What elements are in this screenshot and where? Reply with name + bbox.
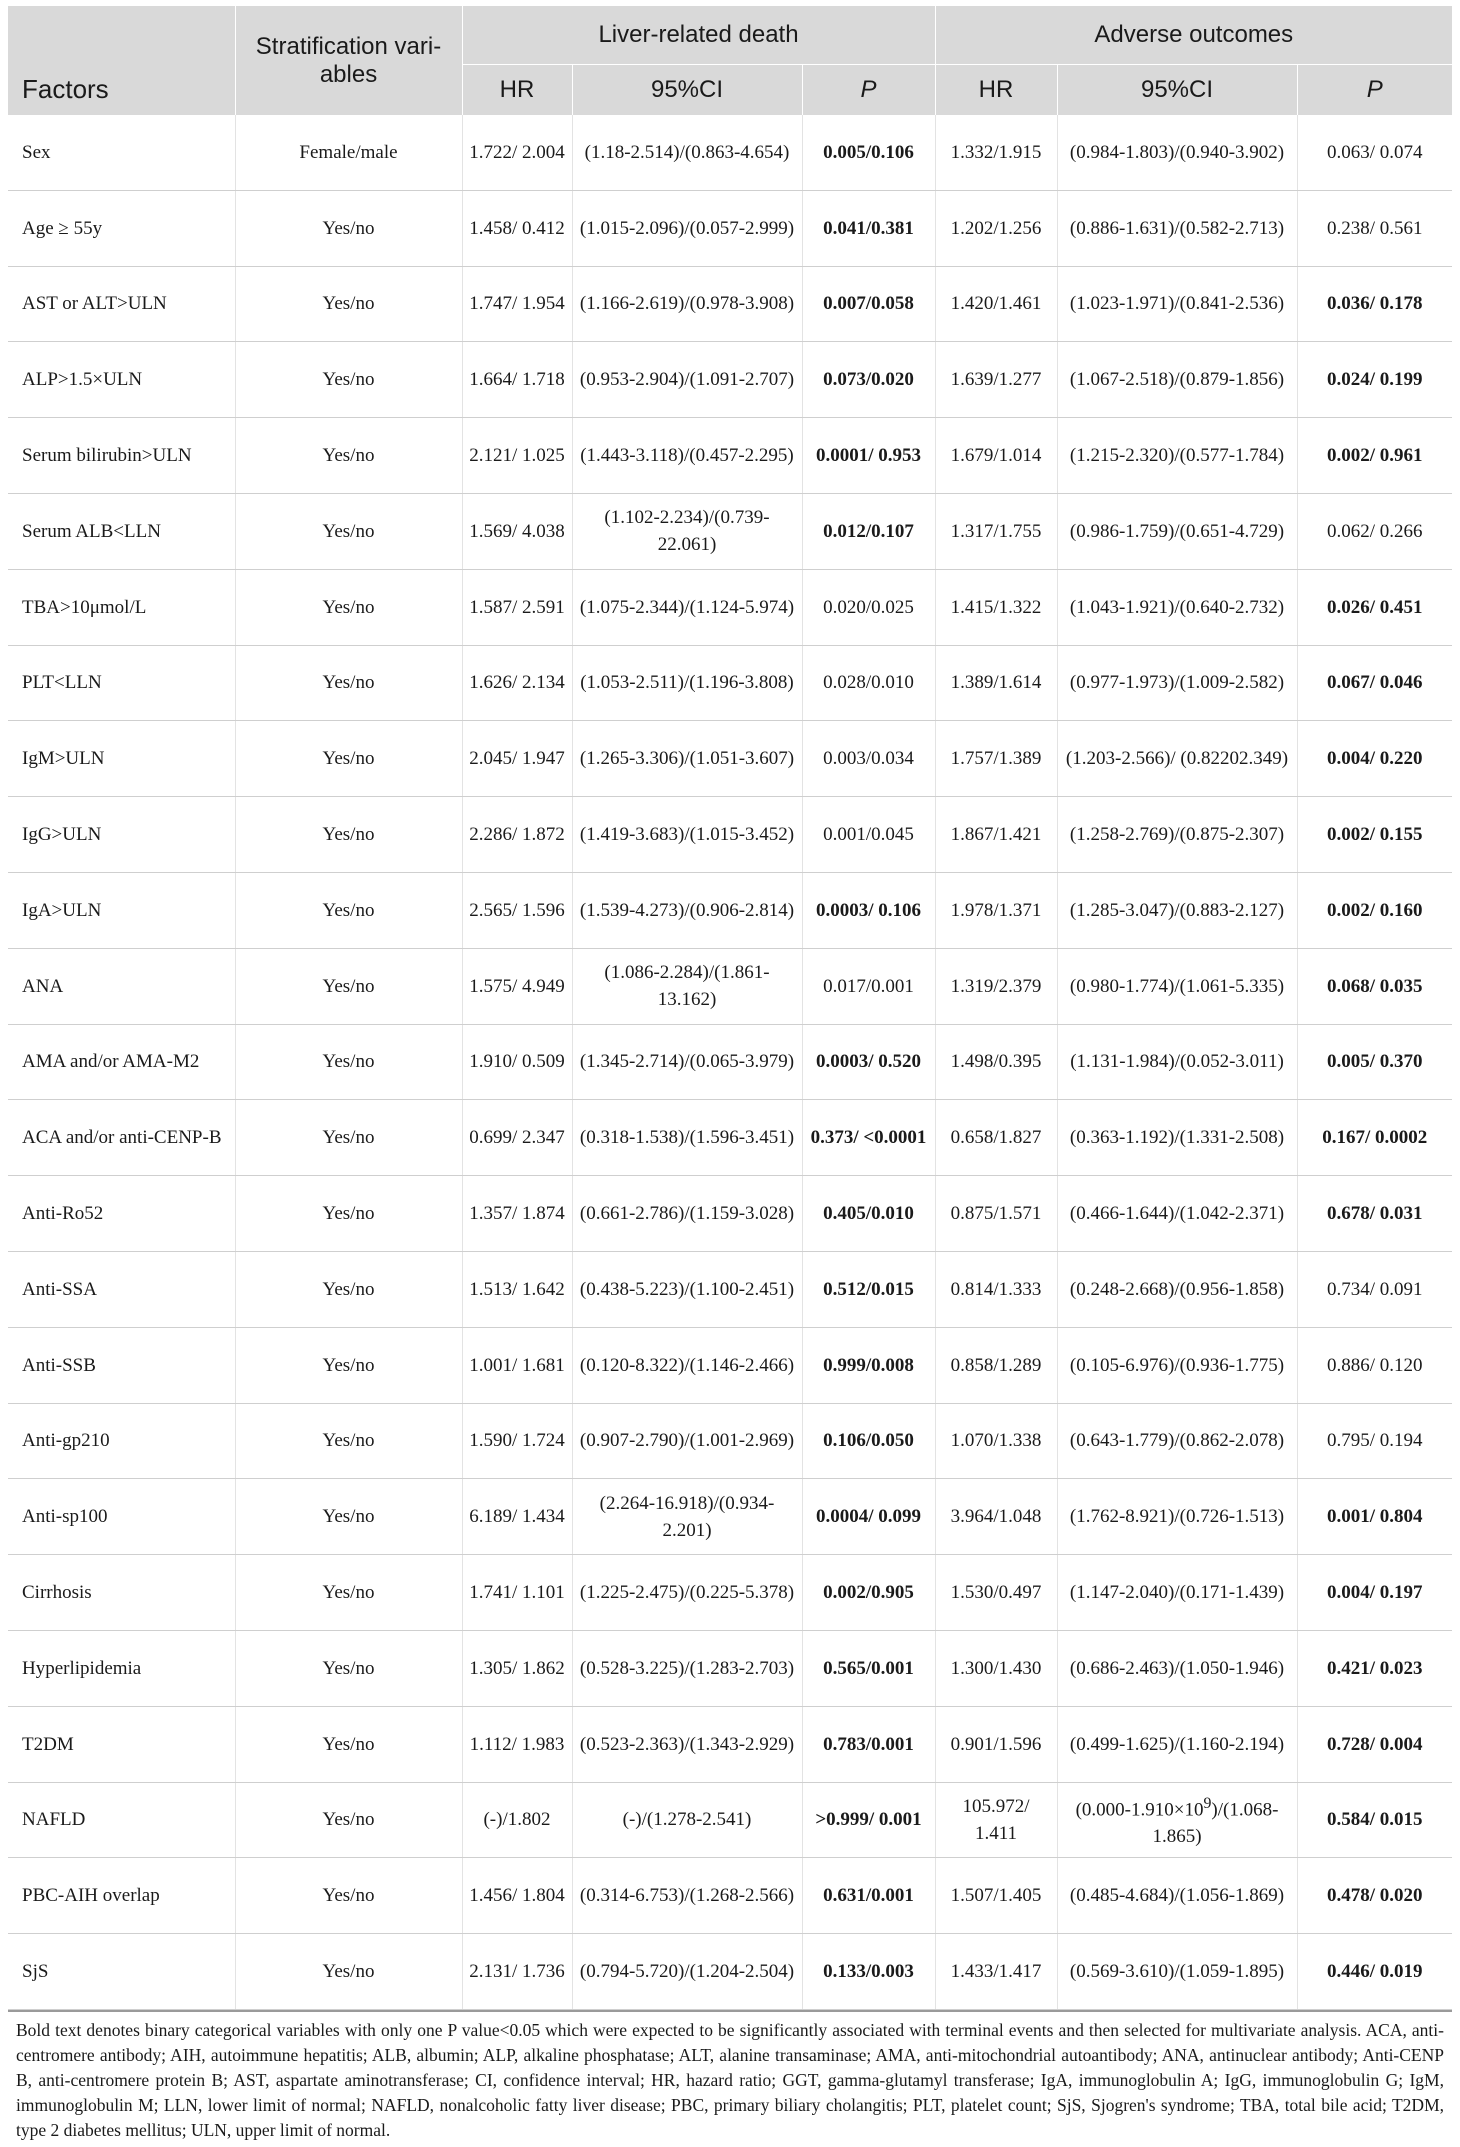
stratification-cell: Yes/no <box>235 1934 462 2010</box>
hr-liver-cell: 2.565/ 1.596 <box>462 872 572 948</box>
stratification-cell: Yes/no <box>235 190 462 266</box>
hr-adverse-cell: 0.814/1.333 <box>935 1251 1057 1327</box>
p-liver-cell: 0.041/0.381 <box>802 190 935 266</box>
hr-adverse-cell: 1.389/1.614 <box>935 645 1057 721</box>
ci-adverse-cell: (0.466-1.644)/(1.042-2.371) <box>1057 1176 1297 1252</box>
ci-liver-cell: (0.438-5.223)/(1.100-2.451) <box>572 1251 802 1327</box>
ci-adverse-cell: (0.984-1.803)/(0.940-3.902) <box>1057 115 1297 190</box>
ci-liver-cell: (1.18-2.514)/(0.863-4.654) <box>572 115 802 190</box>
factor-cell: IgG>ULN <box>8 797 235 873</box>
p-liver-cell: 0.999/0.008 <box>802 1327 935 1403</box>
p-liver-cell: 0.007/0.058 <box>802 266 935 342</box>
hr-adverse-cell: 1.530/0.497 <box>935 1555 1057 1631</box>
ci-adverse-cell: (0.886-1.631)/(0.582-2.713) <box>1057 190 1297 266</box>
hr-liver-cell: 1.747/ 1.954 <box>462 266 572 342</box>
hr-adverse-cell: 1.300/1.430 <box>935 1630 1057 1706</box>
ci-liver-cell: (1.443-3.118)/(0.457-2.295) <box>572 418 802 494</box>
hr-adverse-cell: 1.415/1.322 <box>935 569 1057 645</box>
p-liver-cell: 0.0003/ 0.106 <box>802 872 935 948</box>
ci-adverse-cell: (0.977-1.973)/(1.009-2.582) <box>1057 645 1297 721</box>
ci-adverse-cell: $(0.000-1.910\times 10^9)/(1.068-1.865)$ <box>1057 1782 1297 1858</box>
table-row <box>8 418 1452 494</box>
p-adverse-cell: 0.421/ 0.023 <box>1297 1630 1452 1706</box>
stratification-cell: Yes/no <box>235 493 462 569</box>
ci-adverse-cell: (0.499-1.625)/(1.160-2.194) <box>1057 1706 1297 1782</box>
hr-adverse-cell: 1.420/1.461 <box>935 266 1057 342</box>
table-row <box>8 797 1452 873</box>
p-adverse-cell: 0.002/ 0.160 <box>1297 872 1452 948</box>
factor-cell: Cirrhosis <box>8 1555 235 1631</box>
p-adverse-cell: 0.678/ 0.031 <box>1297 1176 1452 1252</box>
stratification-cell: Yes/no <box>235 1706 462 1782</box>
ci-adverse-cell: (1.285-3.047)/(0.883-2.127) <box>1057 872 1297 948</box>
table-row <box>8 1479 1452 1555</box>
factor-cell: Serum bilirubin>ULN <box>8 418 235 494</box>
p-adverse-cell: 0.001/ 0.804 <box>1297 1479 1452 1555</box>
header-liver-related-death: Liver-related death <box>462 6 935 65</box>
header-ci-2: 95%CI <box>1057 65 1297 116</box>
ci-liver-cell: (0.794-5.720)/(1.204-2.504) <box>572 1934 802 2010</box>
p-adverse-cell: 0.004/ 0.220 <box>1297 721 1452 797</box>
p-liver-cell: 0.0004/ 0.099 <box>802 1479 935 1555</box>
p-adverse-cell: 0.478/ 0.020 <box>1297 1858 1452 1934</box>
table-row <box>8 1327 1452 1403</box>
stratification-cell: Yes/no <box>235 1024 462 1100</box>
ci-adverse-cell: (1.215-2.320)/(0.577-1.784) <box>1057 418 1297 494</box>
hr-adverse-cell: 105.972/ 1.411 <box>935 1782 1057 1858</box>
ci-liver-cell: (1.075-2.344)/(1.124-5.974) <box>572 569 802 645</box>
p-liver-cell: 0.003/0.034 <box>802 721 935 797</box>
ci-liver-cell: (0.528-3.225)/(1.283-2.703) <box>572 1630 802 1706</box>
p-liver-cell: 0.012/0.107 <box>802 493 935 569</box>
ci-liver-cell: (-)/(1.278-2.541) <box>572 1782 802 1858</box>
stratification-cell: Yes/no <box>235 342 462 418</box>
hr-liver-cell: 1.305/ 1.862 <box>462 1630 572 1706</box>
factor-cell: ALP>1.5×ULN <box>8 342 235 418</box>
factor-cell: ANA <box>8 948 235 1024</box>
table-row <box>8 1782 1452 1858</box>
factor-cell: Anti-sp100 <box>8 1479 235 1555</box>
hr-adverse-cell: 1.317/1.755 <box>935 493 1057 569</box>
stratification-cell: Yes/no <box>235 1630 462 1706</box>
hr-liver-cell: 1.456/ 1.804 <box>462 1858 572 1934</box>
factor-cell: T2DM <box>8 1706 235 1782</box>
ci-liver-cell: (0.907-2.790)/(1.001-2.969) <box>572 1403 802 1479</box>
table-row <box>8 1555 1452 1631</box>
p-liver-cell: 0.106/0.050 <box>802 1403 935 1479</box>
ci-adverse-cell: (0.980-1.774)/(1.061-5.335) <box>1057 948 1297 1024</box>
hr-liver-cell: (-)/1.802 <box>462 1782 572 1858</box>
table-footnote: Bold text denotes binary categorical variables with only one P value<0.05 which were expected to be significantly associated with terminal events and then selected for multivariate analysis. ACA, anti-centromere antibody; AIH, autoimmune hepatitis; ALB, albumin; ALP, alkaline phosphatase; ALT, alanine transaminase; AMA, anti-mitochondrial autoantibody; ANA, antinuclear antibody; Anti-CENP B, anti-centromere protein B; AST, aspartate aminotransferase; CI, confidence interval; HR, hazard ratio; GGT, gamma-glutamyl transferase; IgA, immunoglobulin A; IgG, immunoglobulin G; IgM, immunoglobulin M; LLN, lower limit of normal; NAFLD, nonalcoholic fatty liver disease; PBC, primary biliary cholangitis; PLT, platelet count; SjS, Sjogren's syndrome; TBA, total bile acid; T2DM, type 2 diabetes mellitus; ULN, upper limit of normal. <box>8 2010 1452 2143</box>
factor-cell: NAFLD <box>8 1782 235 1858</box>
p-adverse-cell: 0.068/ 0.035 <box>1297 948 1452 1024</box>
hr-liver-cell: 1.722/ 2.004 <box>462 115 572 190</box>
hr-adverse-cell: 1.867/1.421 <box>935 797 1057 873</box>
table-row <box>8 1100 1452 1176</box>
ci-liver-cell: (0.314-6.753)/(1.268-2.566) <box>572 1858 802 1934</box>
factor-cell: Hyperlipidemia <box>8 1630 235 1706</box>
ci-liver-cell: (1.345-2.714)/(0.065-3.979) <box>572 1024 802 1100</box>
hr-liver-cell: 2.286/ 1.872 <box>462 797 572 873</box>
hr-liver-cell: 1.001/ 1.681 <box>462 1327 572 1403</box>
stratification-cell: Yes/no <box>235 1555 462 1631</box>
p-adverse-cell: 0.728/ 0.004 <box>1297 1706 1452 1782</box>
factor-cell: PLT<LLN <box>8 645 235 721</box>
p-adverse-cell: 0.063/ 0.074 <box>1297 115 1452 190</box>
hr-liver-cell: 2.121/ 1.025 <box>462 418 572 494</box>
factor-cell: TBA>10μmol/L <box>8 569 235 645</box>
p-adverse-cell: 0.026/ 0.451 <box>1297 569 1452 645</box>
table-row <box>8 1630 1452 1706</box>
hr-liver-cell: 1.569/ 4.038 <box>462 493 572 569</box>
ci-adverse-cell: (0.105-6.976)/(0.936-1.775) <box>1057 1327 1297 1403</box>
table-row <box>8 569 1452 645</box>
factor-cell: IgM>ULN <box>8 721 235 797</box>
hr-liver-cell: 1.626/ 2.134 <box>462 645 572 721</box>
stratification-cell: Yes/no <box>235 418 462 494</box>
ci-liver-cell: (1.086-2.284)/(1.861-13.162) <box>572 948 802 1024</box>
p-liver-cell: 0.005/0.106 <box>802 115 935 190</box>
p-adverse-cell: 0.024/ 0.199 <box>1297 342 1452 418</box>
factor-cell: Age ≥ 55y <box>8 190 235 266</box>
ci-adverse-cell: (1.023-1.971)/(0.841-2.536) <box>1057 266 1297 342</box>
ci-liver-cell: (1.419-3.683)/(1.015-3.452) <box>572 797 802 873</box>
header-hr-1: HR <box>462 65 572 116</box>
hr-liver-cell: 2.045/ 1.947 <box>462 721 572 797</box>
table-row <box>8 1403 1452 1479</box>
header-stratification: Stratification vari-ables <box>235 6 462 115</box>
table-row <box>8 342 1452 418</box>
ci-liver-cell: (0.661-2.786)/(1.159-3.028) <box>572 1176 802 1252</box>
p-liver-cell: 0.020/0.025 <box>802 569 935 645</box>
results-table <box>8 6 1452 2010</box>
stratification-cell: Yes/no <box>235 797 462 873</box>
hr-liver-cell: 1.112/ 1.983 <box>462 1706 572 1782</box>
p-liver-cell: 0.0003/ 0.520 <box>802 1024 935 1100</box>
p-liver-cell: >0.999/ 0.001 <box>802 1782 935 1858</box>
hr-adverse-cell: 1.070/1.338 <box>935 1403 1057 1479</box>
header-p-2: P <box>1297 65 1452 116</box>
p-adverse-cell: 0.886/ 0.120 <box>1297 1327 1452 1403</box>
hr-liver-cell: 2.131/ 1.736 <box>462 1934 572 2010</box>
p-adverse-cell: 0.036/ 0.178 <box>1297 266 1452 342</box>
hr-liver-cell: 1.910/ 0.509 <box>462 1024 572 1100</box>
hr-adverse-cell: 1.679/1.014 <box>935 418 1057 494</box>
stratification-cell: Yes/no <box>235 569 462 645</box>
hr-adverse-cell: 0.901/1.596 <box>935 1706 1057 1782</box>
hr-adverse-cell: 1.202/1.256 <box>935 190 1057 266</box>
ci-adverse-cell: (1.043-1.921)/(0.640-2.732) <box>1057 569 1297 645</box>
factor-cell: AMA and/or AMA-M2 <box>8 1024 235 1100</box>
p-adverse-cell: 0.584/ 0.015 <box>1297 1782 1452 1858</box>
hr-liver-cell: 1.664/ 1.718 <box>462 342 572 418</box>
hr-adverse-cell: 1.978/1.371 <box>935 872 1057 948</box>
factor-cell: Anti-SSB <box>8 1327 235 1403</box>
ci-liver-cell: (1.539-4.273)/(0.906-2.814) <box>572 872 802 948</box>
table-row <box>8 872 1452 948</box>
hr-liver-cell: 6.189/ 1.434 <box>462 1479 572 1555</box>
factor-cell: PBC-AIH overlap <box>8 1858 235 1934</box>
header-ci-1: 95%CI <box>572 65 802 116</box>
hr-adverse-cell: 1.319/2.379 <box>935 948 1057 1024</box>
hr-liver-cell: 1.590/ 1.724 <box>462 1403 572 1479</box>
ci-liver-cell: (1.053-2.511)/(1.196-3.808) <box>572 645 802 721</box>
table-row <box>8 493 1452 569</box>
p-liver-cell: 0.002/0.905 <box>802 1555 935 1631</box>
factor-cell: Serum ALB<LLN <box>8 493 235 569</box>
ci-liver-cell: (1.015-2.096)/(0.057-2.999) <box>572 190 802 266</box>
header-hr-2: HR <box>935 65 1057 116</box>
factor-cell: ACA and/or anti-CENP-B <box>8 1100 235 1176</box>
factor-cell: SjS <box>8 1934 235 2010</box>
table-row <box>8 1176 1452 1252</box>
ci-adverse-cell: (0.363-1.192)/(1.331-2.508) <box>1057 1100 1297 1176</box>
header-factors: Factors <box>8 6 235 115</box>
stratification-cell: Yes/no <box>235 1100 462 1176</box>
hr-adverse-cell: 1.332/1.915 <box>935 115 1057 190</box>
hr-adverse-cell: 1.507/1.405 <box>935 1858 1057 1934</box>
table-row <box>8 1858 1452 1934</box>
table-row <box>8 1024 1452 1100</box>
header-p-1: P <box>802 65 935 116</box>
ci-adverse-cell: (0.643-1.779)/(0.862-2.078) <box>1057 1403 1297 1479</box>
hr-liver-cell: 0.699/ 2.347 <box>462 1100 572 1176</box>
factor-cell: Anti-Ro52 <box>8 1176 235 1252</box>
factor-cell: IgA>ULN <box>8 872 235 948</box>
p-adverse-cell: 0.004/ 0.197 <box>1297 1555 1452 1631</box>
table-row <box>8 948 1452 1024</box>
p-liver-cell: 0.028/0.010 <box>802 645 935 721</box>
table-body <box>8 115 1452 2009</box>
ci-adverse-cell: (1.067-2.518)/(0.879-1.856) <box>1057 342 1297 418</box>
stratification-cell: Yes/no <box>235 1782 462 1858</box>
p-liver-cell: 0.512/0.015 <box>802 1251 935 1327</box>
table-row <box>8 721 1452 797</box>
stratification-cell: Yes/no <box>235 872 462 948</box>
stratification-cell: Yes/no <box>235 1251 462 1327</box>
p-liver-cell: 0.133/0.003 <box>802 1934 935 2010</box>
p-adverse-cell: 0.067/ 0.046 <box>1297 645 1452 721</box>
stratification-cell: Yes/no <box>235 1176 462 1252</box>
p-adverse-cell: 0.062/ 0.266 <box>1297 493 1452 569</box>
ci-adverse-cell: (0.248-2.668)/(0.956-1.858) <box>1057 1251 1297 1327</box>
factor-cell: Anti-gp210 <box>8 1403 235 1479</box>
hr-liver-cell: 1.741/ 1.101 <box>462 1555 572 1631</box>
p-liver-cell: 0.017/0.001 <box>802 948 935 1024</box>
table-row <box>8 645 1452 721</box>
ci-adverse-cell: (0.986-1.759)/(0.651-4.729) <box>1057 493 1297 569</box>
p-adverse-cell: 0.167/ 0.0002 <box>1297 1100 1452 1176</box>
p-liver-cell: 0.631/0.001 <box>802 1858 935 1934</box>
factor-cell: Anti-SSA <box>8 1251 235 1327</box>
p-adverse-cell: 0.002/ 0.155 <box>1297 797 1452 873</box>
ci-liver-cell: (0.318-1.538)/(1.596-3.451) <box>572 1100 802 1176</box>
factor-cell: AST or ALT>ULN <box>8 266 235 342</box>
ci-adverse-cell: (1.258-2.769)/(0.875-2.307) <box>1057 797 1297 873</box>
p-liver-cell: 0.073/0.020 <box>802 342 935 418</box>
hr-liver-cell: 1.587/ 2.591 <box>462 569 572 645</box>
hr-liver-cell: 1.513/ 1.642 <box>462 1251 572 1327</box>
stratification-cell: Yes/no <box>235 948 462 1024</box>
hr-adverse-cell: 3.964/1.048 <box>935 1479 1057 1555</box>
hr-adverse-cell: 0.858/1.289 <box>935 1327 1057 1403</box>
ci-liver-cell: (0.953-2.904)/(1.091-2.707) <box>572 342 802 418</box>
ci-adverse-cell: (1.131-1.984)/(0.052-3.011) <box>1057 1024 1297 1100</box>
stratification-cell: Female/male <box>235 115 462 190</box>
p-adverse-cell: 0.795/ 0.194 <box>1297 1403 1452 1479</box>
table-row <box>8 266 1452 342</box>
hr-liver-cell: 1.458/ 0.412 <box>462 190 572 266</box>
ci-adverse-cell: (1.203-2.566)/ (0.82202.349) <box>1057 721 1297 797</box>
p-liver-cell: 0.0001/ 0.953 <box>802 418 935 494</box>
ci-liver-cell: (1.166-2.619)/(0.978-3.908) <box>572 266 802 342</box>
ci-adverse-cell: (0.569-3.610)/(1.059-1.895) <box>1057 1934 1297 2010</box>
hr-adverse-cell: 0.875/1.571 <box>935 1176 1057 1252</box>
ci-adverse-cell: (1.147-2.040)/(0.171-1.439) <box>1057 1555 1297 1631</box>
stratification-cell: Yes/no <box>235 645 462 721</box>
ci-liver-cell: (0.523-2.363)/(1.343-2.929) <box>572 1706 802 1782</box>
ci-adverse-cell: (1.762-8.921)/(0.726-1.513) <box>1057 1479 1297 1555</box>
p-adverse-cell: 0.005/ 0.370 <box>1297 1024 1452 1100</box>
p-liver-cell: 0.373/ <0.0001 <box>802 1100 935 1176</box>
ci-liver-cell: (1.225-2.475)/(0.225-5.378) <box>572 1555 802 1631</box>
stratification-cell: Yes/no <box>235 1479 462 1555</box>
stratification-cell: Yes/no <box>235 721 462 797</box>
table-header <box>8 6 1452 115</box>
p-adverse-cell: 0.446/ 0.019 <box>1297 1934 1452 2010</box>
hr-adverse-cell: 0.658/1.827 <box>935 1100 1057 1176</box>
ci-liver-cell: (0.120-8.322)/(1.146-2.466) <box>572 1327 802 1403</box>
p-liver-cell: 0.405/0.010 <box>802 1176 935 1252</box>
header-adverse-outcomes: Adverse outcomes <box>935 6 1452 65</box>
hr-adverse-cell: 1.498/0.395 <box>935 1024 1057 1100</box>
table-row <box>8 1706 1452 1782</box>
stratification-cell: Yes/no <box>235 266 462 342</box>
stratification-cell: Yes/no <box>235 1858 462 1934</box>
hr-adverse-cell: 1.639/1.277 <box>935 342 1057 418</box>
ci-adverse-cell: (0.686-2.463)/(1.050-1.946) <box>1057 1630 1297 1706</box>
p-adverse-cell: 0.002/ 0.961 <box>1297 418 1452 494</box>
p-liver-cell: 0.783/0.001 <box>802 1706 935 1782</box>
ci-liver-cell: (1.265-3.306)/(1.051-3.607) <box>572 721 802 797</box>
table-row <box>8 115 1452 190</box>
hr-liver-cell: 1.357/ 1.874 <box>462 1176 572 1252</box>
table-row <box>8 1934 1452 2010</box>
table-row <box>8 190 1452 266</box>
p-adverse-cell: 0.734/ 0.091 <box>1297 1251 1452 1327</box>
stratification-cell: Yes/no <box>235 1403 462 1479</box>
p-adverse-cell: 0.238/ 0.561 <box>1297 190 1452 266</box>
hr-adverse-cell: 1.433/1.417 <box>935 1934 1057 2010</box>
ci-liver-cell: (2.264-16.918)/(0.934-2.201) <box>572 1479 802 1555</box>
table-row <box>8 1251 1452 1327</box>
stratification-cell: Yes/no <box>235 1327 462 1403</box>
ci-liver-cell: (1.102-2.234)/(0.739-22.061) <box>572 493 802 569</box>
hr-liver-cell: 1.575/ 4.949 <box>462 948 572 1024</box>
p-liver-cell: 0.565/0.001 <box>802 1630 935 1706</box>
factor-cell: Sex <box>8 115 235 190</box>
hr-adverse-cell: 1.757/1.389 <box>935 721 1057 797</box>
ci-adverse-cell: (0.485-4.684)/(1.056-1.869) <box>1057 1858 1297 1934</box>
p-liver-cell: 0.001/0.045 <box>802 797 935 873</box>
